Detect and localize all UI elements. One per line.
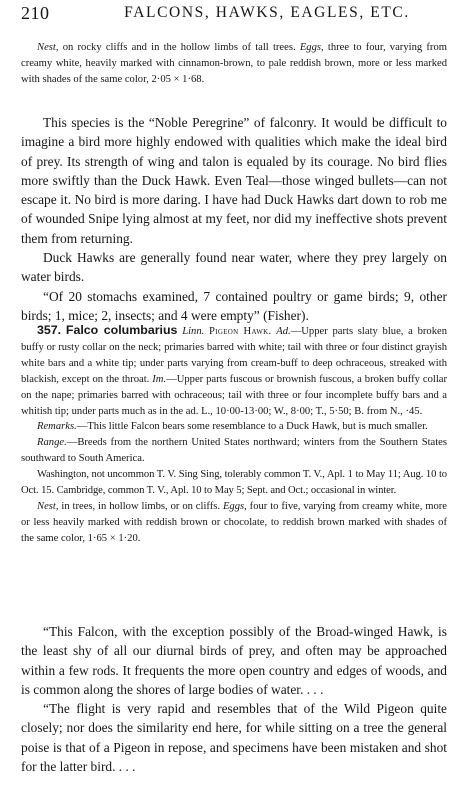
immature-label: Im. — [152, 373, 167, 385]
duck-hawk-description — [21, 113, 447, 325]
adult-text: —Upper parts slaty blue, a broken buffy or rusty collar on the neck; primaries barred with white; tail with three or four distinct grayish white bars and a white tip; under parts varying from cream-buff to deep ochraceous, streaked with blackish, except on the throat. — [21, 326, 448, 385]
stomach-paragraph: “Of 20 stomachs examined, 7 contained poultry or game birds; 9, other birds; 1, mice; 2, insects; and 4 were empty” (Fisher). — [21, 288, 447, 323]
species-authority: Linn. — [182, 326, 205, 337]
species-number: 357. — [37, 323, 62, 337]
common-name: Pigeon Hawk. — [209, 326, 272, 337]
nesting-paragraph — [21, 499, 447, 547]
remarks-text: —This little Falcon bears some resemblance to a Duck Hawk, but is much smaller. — [76, 421, 428, 433]
immature-text: —Upper parts fuscous or brownish fuscous, a broken buffy collar on the nape; primaries barred with ochraceous; tail with three or four incomplete buffy bars and a whitish tip; under parts much as in the ad. L., 10·00-13·00; W., 8·00; T., 5·50; B. from N., ·45. — [21, 373, 447, 417]
species-name: Falco columbarius — [65, 323, 178, 337]
range-paragraph — [21, 435, 447, 467]
eggs-text: , three to four, varying from creamy white, heavily marked with cinnamon-brown, to pale reddish brown, more or less marked with shades of the same color, 2·05 × 1·68. — [21, 42, 447, 85]
species-entry-357 — [21, 323, 447, 547]
nest-label-357: Nest — [37, 500, 56, 512]
eggs-label: Eggs — [299, 42, 322, 53]
nest-label: Nest — [37, 42, 56, 53]
quote-paragraph-1: “This Falcon, with the exception possibly of the Broad-winged Hawk, is the least shy of all our diurnal birds of prey, and often may be approached within a few rods. It frequents the more open country and edges of woods, and is common along the shores of large bodies of water. . . . — [21, 624, 447, 697]
nest-text-357: , in trees, in hollow limbs, or on cliffs. — [55, 500, 221, 512]
remarks-paragraph — [21, 419, 447, 435]
range-text: —Breeds from the northern United States northward; winters from the Southern States southward to South America. — [21, 437, 447, 465]
nest-text: , on rocky cliffs and in the hollow limbs of tall trees. — [55, 42, 296, 53]
eggs-label-357: Eggs — [222, 500, 245, 512]
range-label: Range. — [37, 437, 67, 449]
running-title: FALCONS, HAWKS, EAGLES, ETC. — [124, 4, 410, 21]
nest-paragraph — [21, 40, 447, 88]
adult-label: Ad. — [276, 326, 291, 337]
peregrine-paragraph: This species is the “Noble Peregrine” of falconry. It would be difficult to imagine a bird more highly endowed with qualities which make the ideal bird of prey. Its strength of wing and talon is equaled by its courage. No bird flies more swiftly than the Duck Hawk. Even Teal—those winged bullets—can not escape it. No bird is more daring. I have had Duck Hawks dart down to rob me of wounded Snipe lying almost at my feet, nor did my ineffective shots prevent them from returning. — [21, 115, 447, 246]
duck-hawk-nesting-note — [21, 40, 447, 88]
page-number: 210 — [21, 3, 50, 23]
species-description — [21, 323, 447, 419]
quote-paragraph-2: “The flight is very rapid and resembles that of the Wild Pigeon quite closely; nor does the similarity end here, for while sitting on a tree the general poise is that of a Pigeon in repose, and specimens have been mistaken and shot for the latter bird. . . . — [21, 701, 447, 775]
local-records-paragraph: Washington, not uncommon T. V. Sing Sing, tolerably common T. V., Apl. 1 to May 11; Aug. 10 to Oct. 15. Cambridge, common T. V., Apl. 10 to May 5; Sept. and Oct.; occasional in winter. — [21, 469, 447, 497]
habitat-paragraph: Duck Hawks are generally found near water, where they prey largely on water birds. — [21, 250, 447, 285]
pigeon-hawk-quotation — [21, 622, 447, 776]
running-header — [21, 3, 447, 27]
remarks-label: Remarks. — [37, 421, 77, 433]
eggs-text-357: , four to five, varying from creamy white, more or less heavily marked with reddish brown or chocolate, to reddish brown marked with shades of the same color, 1·65 × 1·20. — [21, 500, 448, 544]
